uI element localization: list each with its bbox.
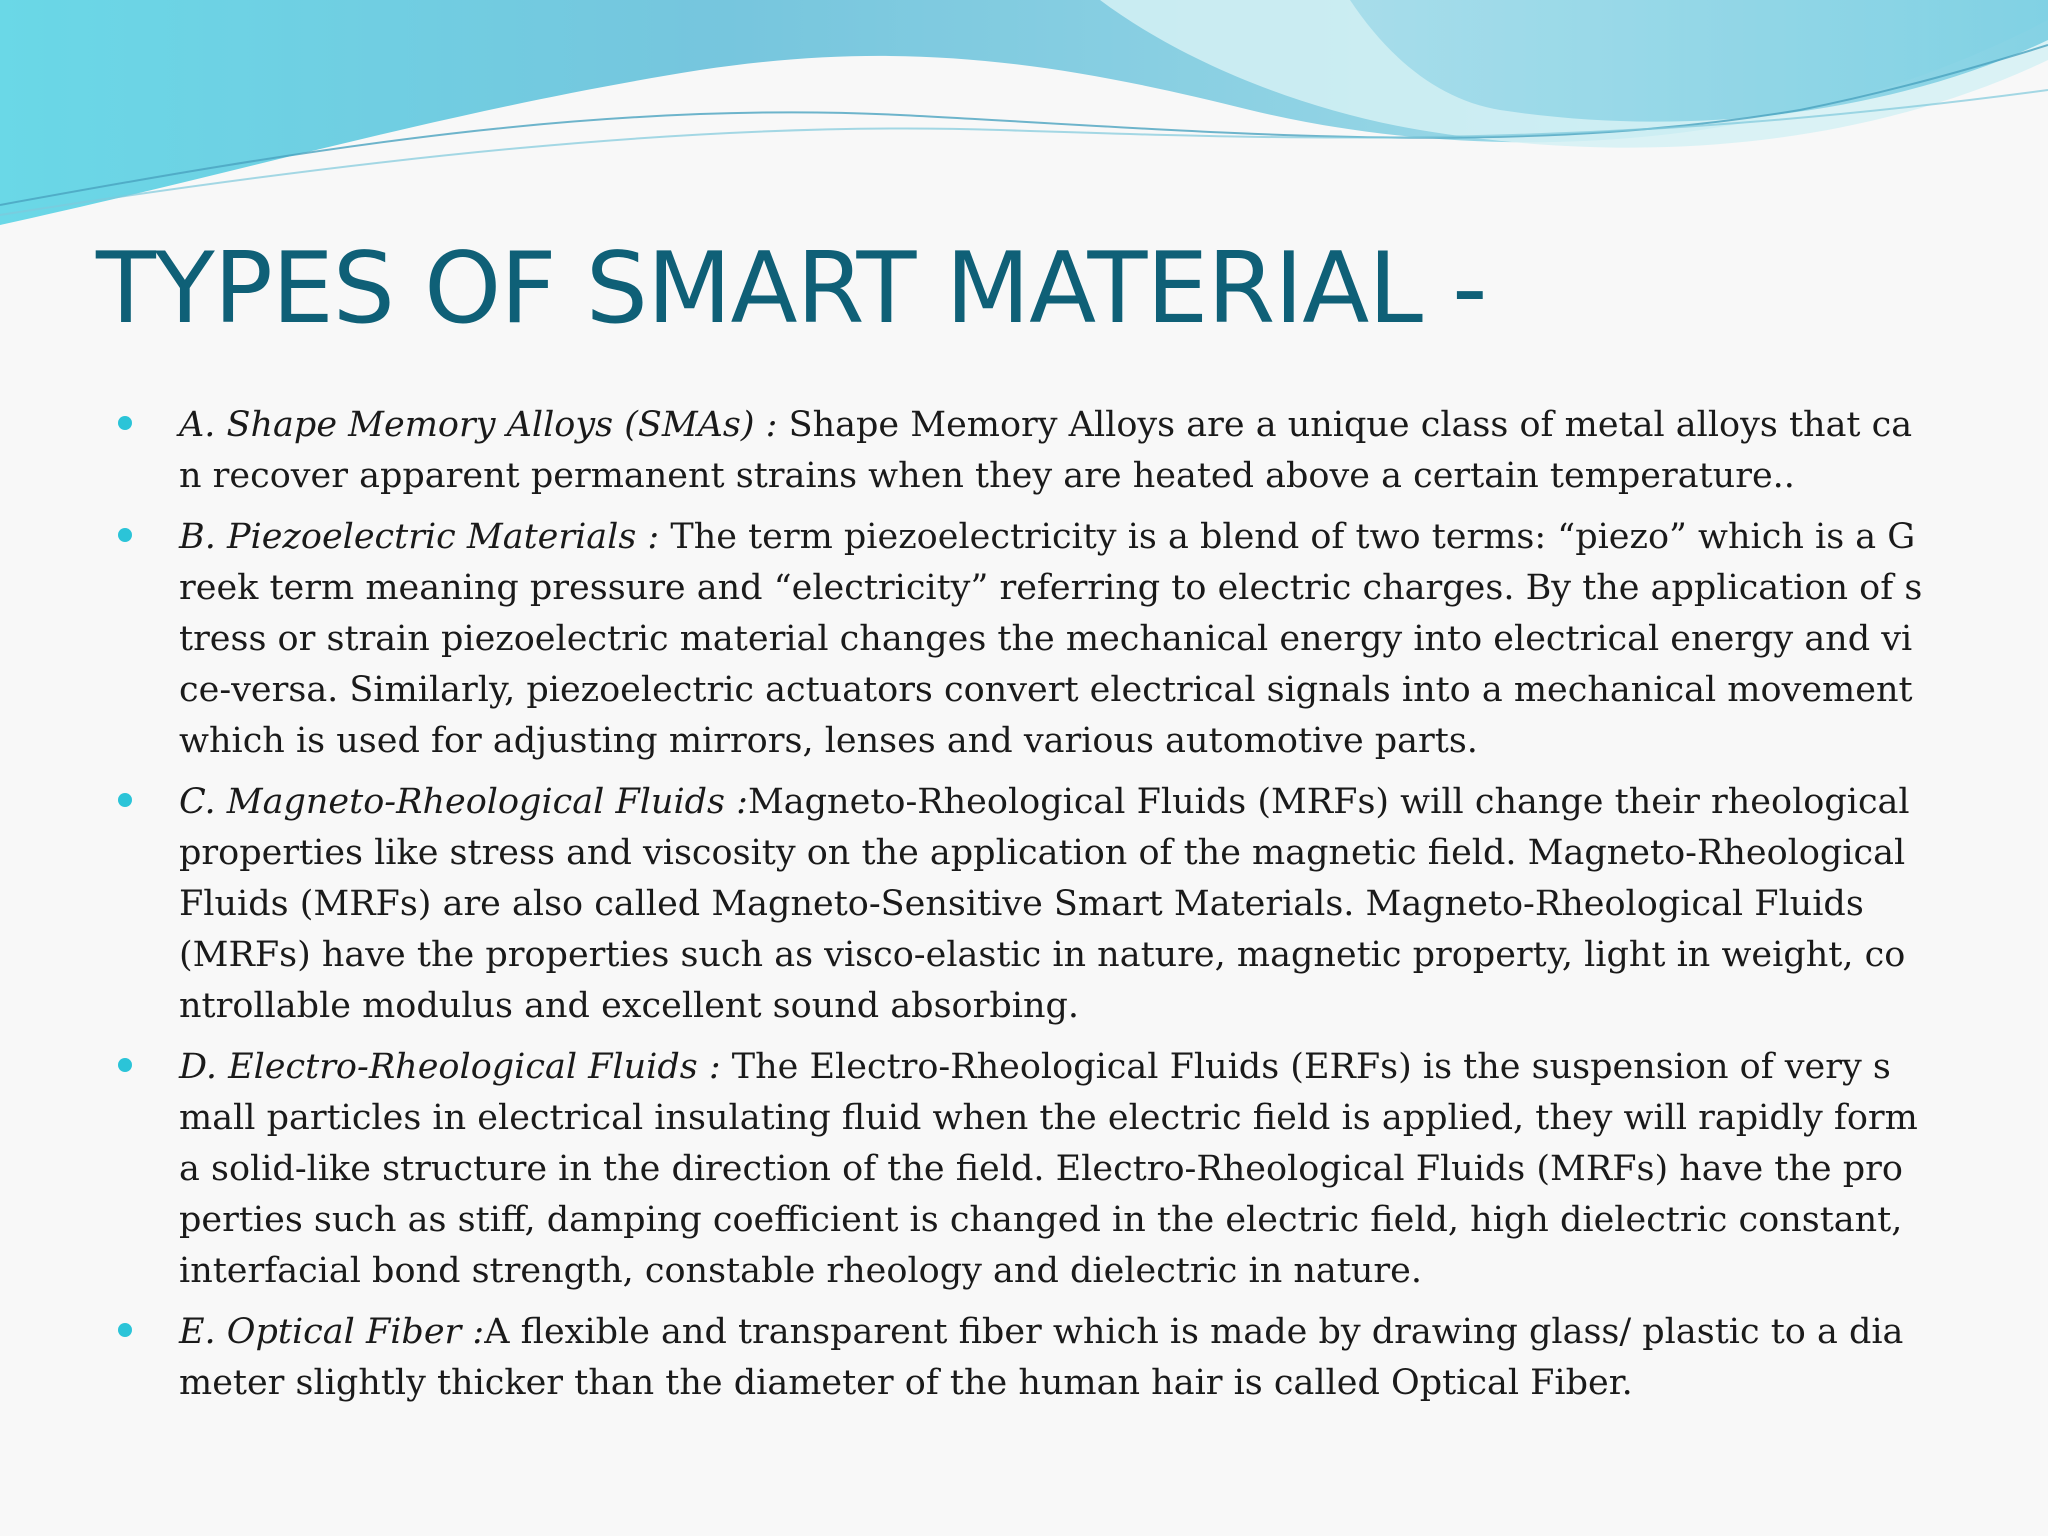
wave-header-decoration: [0, 0, 2048, 240]
item-text: A flexible and transparent fiber which is made by drawing glass/ plastic to a diameter slightly thicker than the diameter of the human hair is called Optical Fiber.: [179, 1312, 1904, 1403]
item-heading: D. Electro-Rheological Fluids :: [179, 1047, 721, 1087]
bullet-dot-icon: [118, 528, 132, 542]
item-heading: A. Shape Memory Alloys (SMAs) :: [179, 405, 778, 445]
bullet-dot-icon: [118, 1058, 132, 1072]
list-item: [118, 1307, 1924, 1409]
item-heading: C. Magneto-Rheological Fluids :: [179, 782, 748, 822]
item-heading: E. Optical Fiber :: [179, 1312, 485, 1352]
list-item: [118, 400, 1924, 502]
item-text: The Electro-Rheological Fluids (ERFs) is the suspension of very small particles in electrical insulating fluid when the electric field is applied, they will rapidly form a solid-like structure in the direction of the field. Electro-Rheological Fluids (MRFs) have the properties such as stiff, damping coefficient is changed in the electric field, high dielectric constant, interfacial bond strength, constable rheology and dielectric in nature.: [179, 1047, 1918, 1291]
list-item: [118, 1042, 1924, 1297]
bullet-dot-icon: [118, 416, 132, 430]
item-heading: B. Piezoelectric Materials :: [179, 517, 660, 557]
bullet-list: [118, 400, 1924, 1419]
slide-title: TYPES OF SMART MATERIAL -: [96, 232, 1487, 346]
item-text: The term piezoelectricity is a blend of two terms: “piezo” which is a Greek term meaning pressure and “electricity” referring to electric charges. By the application of stress or strain piezoelectric material changes the mechanical energy into electrical energy and vice-versa. Similarly, piezoelectric actuators convert electrical signals into a mechanical movement which is used for adjusting mirrors, lenses and various automotive parts.: [179, 517, 1923, 761]
list-item: [118, 512, 1924, 767]
item-text: Magneto-Rheological Fluids (MRFs) will change their rheological properties like stress and viscosity on the application of the magnetic field. Magneto-Rheological Fluids (MRFs) are also called Magneto-Sensitive Smart Materials. Magneto-Rheological Fluids (MRFs) have the properties such as visco-elastic in nature, magnetic property, light in weight, controllable modulus and excellent sound absorbing.: [179, 782, 1910, 1026]
bullet-dot-icon: [118, 793, 132, 807]
list-item: [118, 777, 1924, 1032]
item-text: Shape Memory Alloys are a unique class of metal alloys that can recover apparent permanent strains when they are heated above a certain temperature..: [179, 405, 1913, 496]
bullet-dot-icon: [118, 1323, 132, 1337]
